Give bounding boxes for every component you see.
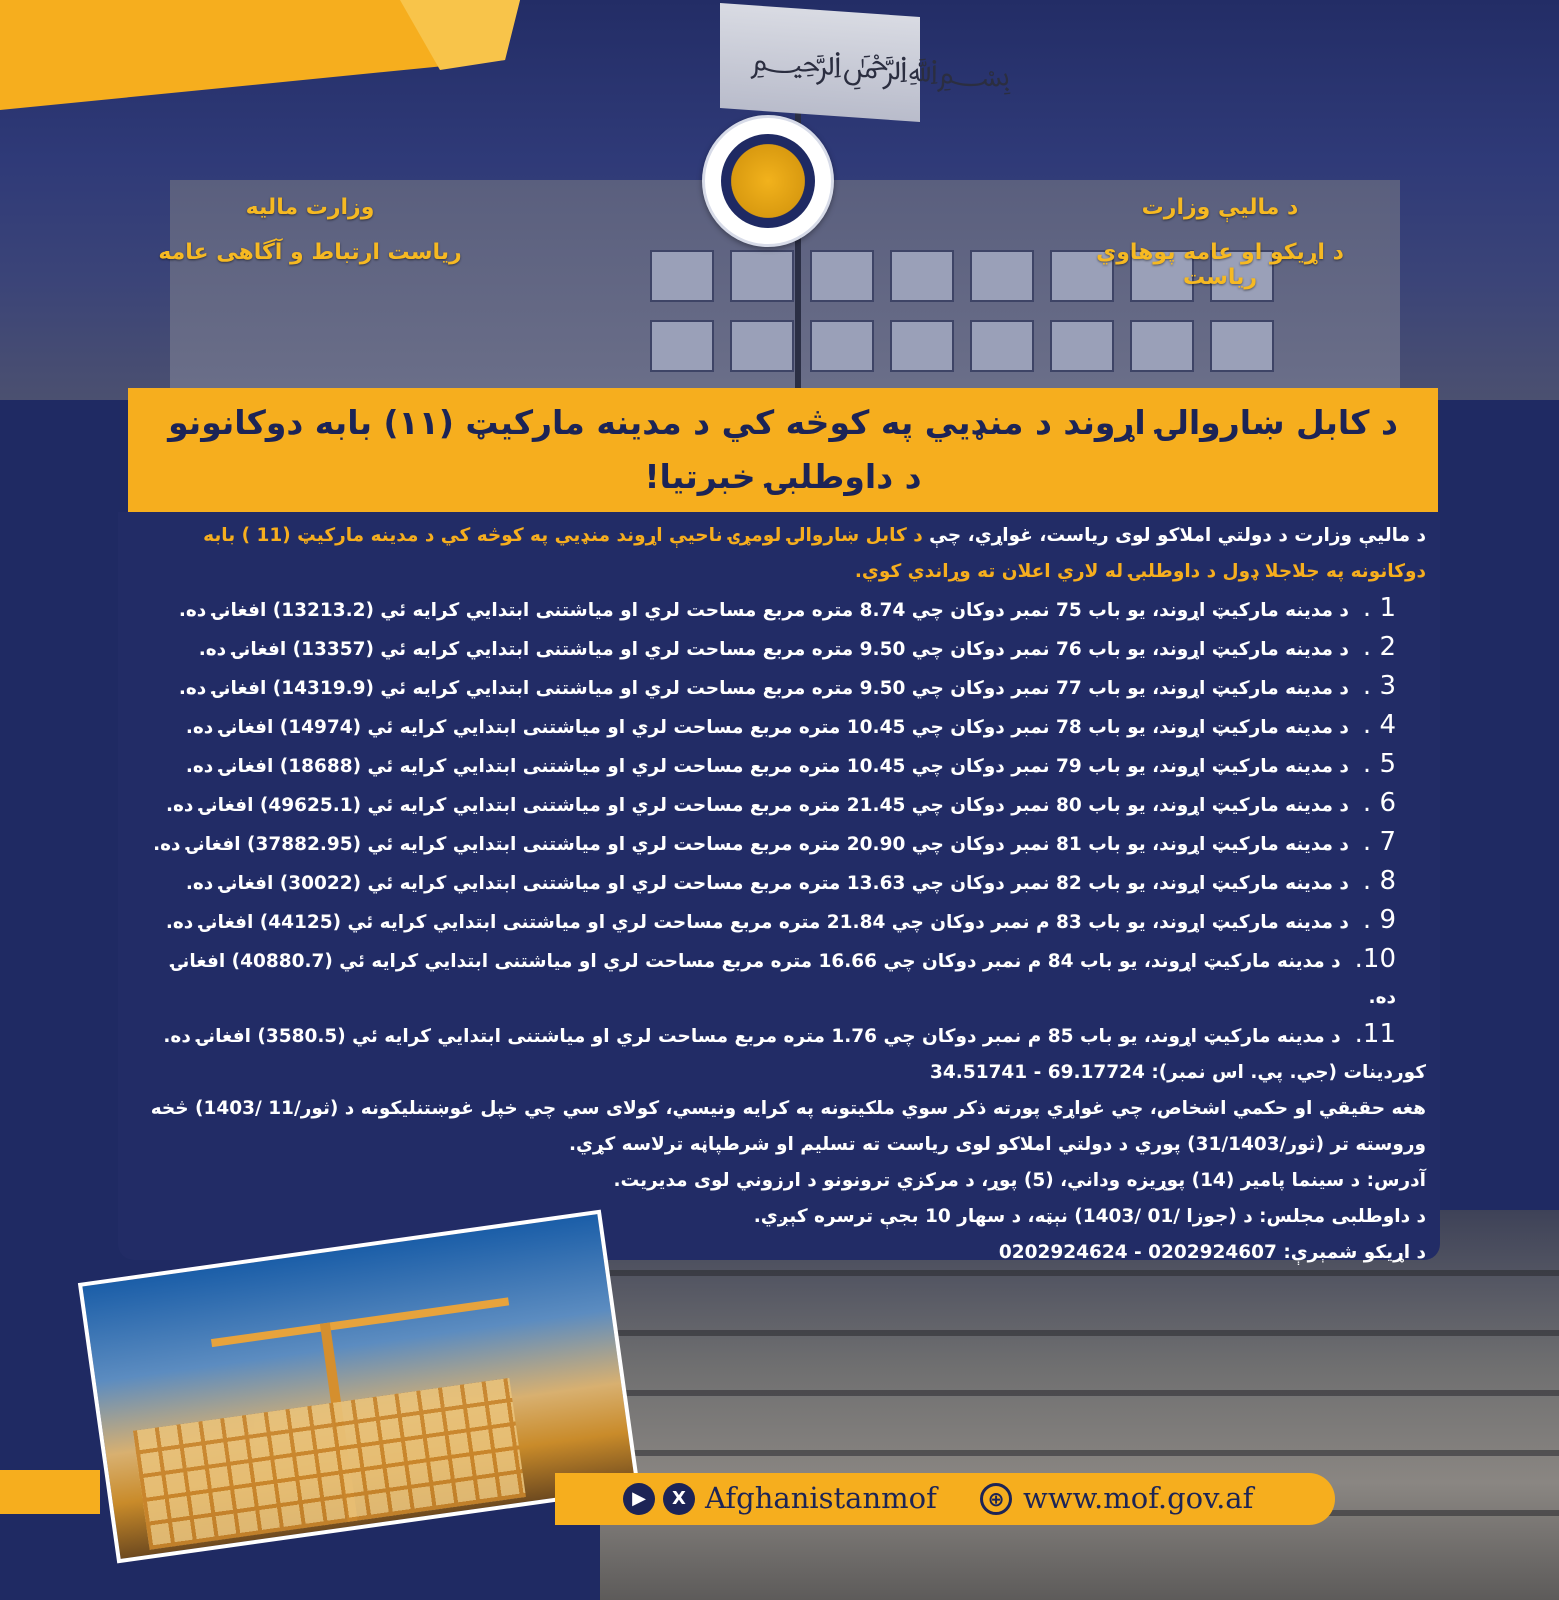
announcement-body xyxy=(118,512,1440,1263)
list-item-text: د مدينه مارکيټ اړوند، يو باب 85 م نمبر دوکان چي 1.76 متره مربع مساحت لري او مياشتنی ابتدايي کرايه ئي (3580.5) افغانۍ ده. xyxy=(163,1026,1341,1047)
list-item xyxy=(140,590,1426,629)
list-item-number: 1 . xyxy=(1362,593,1396,623)
list-item xyxy=(140,941,1426,1016)
corner-decoration xyxy=(0,0,520,110)
header-right-line1: د مالیې وزارت xyxy=(1141,195,1299,220)
header-right xyxy=(1060,195,1380,310)
list-item-number: 10. xyxy=(1354,944,1396,974)
phone-numbers: د اړيکو شمېرې: 0202924607 - 0202924624 xyxy=(998,1242,1426,1263)
list-item-text: د مدينه مارکيټ اړوند، يو باب 75 نمبر دوکان چي 8.74 متره مربع مساحت لري او مياشتنی ابتدايي کرايه ئي (13213.2) افغانۍ ده. xyxy=(178,600,1349,621)
header-left-line1: وزارت مالیه xyxy=(245,195,375,220)
website-link[interactable]: www.mof.gov.af xyxy=(1023,1481,1254,1515)
header-left-line2: ریاست ارتباط و آگاهی عامه xyxy=(158,240,462,265)
list-item xyxy=(140,902,1426,941)
list-item-number: 7 . xyxy=(1362,827,1396,857)
page-title: د کابل ښاروالۍ اړوند د منډيي په کوڅه کي د مدينه مارکيټ (۱۱) بابه دوکانونو د داوطلبۍ خبرتيا! xyxy=(168,403,1398,496)
title-banner xyxy=(128,388,1438,512)
list-item-number: 2 . xyxy=(1362,632,1396,662)
list-item-text: د مدينه مارکيټ اړوند، يو باب 84 م نمبر دوکان چي 16.66 متره مربع مساحت لري او مياشتنی ابتدايي کرايه ئي (40880.7) افغانۍ ده. xyxy=(171,951,1396,1008)
list-item-number: 9 . xyxy=(1362,905,1396,935)
meeting-info: د داوطلبی مجلس: د (جوزا /01 /1403) نېټه، د سهار 10 بجې ترسره کېږي. xyxy=(753,1206,1426,1227)
list-item xyxy=(140,707,1426,746)
list-item-number: 11. xyxy=(1354,1019,1396,1049)
list-item xyxy=(140,863,1426,902)
list-item-number: 4 . xyxy=(1362,710,1396,740)
list-item xyxy=(140,629,1426,668)
header-left xyxy=(150,195,470,285)
list-item xyxy=(140,785,1426,824)
intro-paragraph xyxy=(140,518,1426,590)
youtube-icon[interactable]: ▶ xyxy=(623,1483,655,1515)
footer-left-stripe xyxy=(0,1470,100,1514)
list-item xyxy=(140,746,1426,785)
globe-icon: ⊕ xyxy=(980,1483,1012,1515)
list-item xyxy=(140,1016,1426,1055)
header-right-line2: د اړیکو او عامه پوهاوي ریاست xyxy=(1096,240,1344,290)
list-item xyxy=(140,824,1426,863)
list-item-number: 5 . xyxy=(1362,749,1396,779)
x-icon[interactable]: X xyxy=(663,1483,695,1515)
list-item-text: د مدينه مارکيټ اړوند، يو باب 80 نمبر دوکان چي 21.45 متره مربع مساحت لري او مياشتنی ابتدايي کرايه ئي (49625.1) افغانۍ ده. xyxy=(165,795,1349,816)
list-item-number: 8 . xyxy=(1362,866,1396,896)
ministry-logo xyxy=(702,115,834,247)
flag-image: ﷽ xyxy=(720,3,920,122)
applicants-paragraph: هغه حقيقي او حکمي اشخاص، چي غواړي پورته ذکر سوي ملکيتونه په کرايه ونيسي، کولای سي چي خپل غوښتنليکونه د (ثور/11 /1403) څخه وروسته تر (ثور/31/1403) پوري د دولتي املاکو لوی رياست ته تسليم او شرطپاڼه ترلاسه کړي. xyxy=(150,1098,1426,1155)
list-item-text: د مدينه مارکيټ اړوند، يو باب 82 نمبر دوکان چي 13.63 متره مربع مساحت لري او مياشتنی ابتدايي کرايه ئي (30022) افغانۍ ده. xyxy=(185,873,1349,894)
list-item-text: د مدينه مارکيټ اړوند، يو باب 79 نمبر دوکان چي 10.45 متره مربع مساحت لري او مياشتنی ابتدايي کرايه ئي (18688) افغانۍ ده. xyxy=(185,756,1349,777)
list-item-number: 3 . xyxy=(1362,671,1396,701)
list-item-text: د مدينه مارکيټ اړوند، يو باب 83 م نمبر دوکان چي 21.84 متره مربع مساحت لري او مياشتنی ابتدايي کرايه ئي (44125) افغانۍ ده. xyxy=(165,912,1349,933)
social-handle[interactable]: Afghanistanmof xyxy=(705,1481,937,1515)
list-item-text: د مدينه مارکيټ اړوند، يو باب 81 نمبر دوکان چي 20.90 متره مربع مساحت لري او مياشتنی ابتدايي کرايه ئي (37882.95) افغانۍ ده. xyxy=(153,834,1349,855)
intro-highlight: د کابل ښاروالۍ لومړۍ ناحيې اړوند منډيي په کوڅه کي د مدينه مارکيټ (11 ) بابه دوکانونه په جلاجلا ډول د داوطلبۍ له لاري اعلان ته وړاندي کوي. xyxy=(203,525,1426,582)
intro-text: د ماليې وزارت د دولتي املاکو لوی رياست، غواړي، چې xyxy=(929,525,1426,546)
footer-bar xyxy=(555,1473,1335,1525)
shop-list xyxy=(140,590,1426,1055)
list-item xyxy=(140,668,1426,707)
list-item-number: 6 . xyxy=(1362,788,1396,818)
address: آدرس: د سينما پامير (14) پوړيزه وداني، (5) پوړ، د مرکزي ترونونو د ارزوني لوی مديريت. xyxy=(613,1170,1426,1191)
list-item-text: د مدينه مارکيټ اړوند، يو باب 77 نمبر دوکان چي 9.50 متره مربع مساحت لري او مياشتنی ابتدايي کرايه ئي (14319.9) افغانۍ ده. xyxy=(178,678,1349,699)
list-item-text: د مدينه مارکيټ اړوند، يو باب 78 نمبر دوکان چي 10.45 متره مربع مساحت لري او مياشتنی ابتدايي کرايه ئي (14974) افغانۍ ده. xyxy=(185,717,1349,738)
coordinates: کوردينات (جي. پي. اس نمبر): 69.17724 - 34.51741 xyxy=(930,1062,1426,1083)
list-item-text: د مدينه مارکيټ اړوند، يو باب 76 نمبر دوکان چي 9.50 متره مربع مساحت لري او مياشتنی ابتدايي کرايه ئي (13357) افغانۍ ده. xyxy=(198,639,1349,660)
